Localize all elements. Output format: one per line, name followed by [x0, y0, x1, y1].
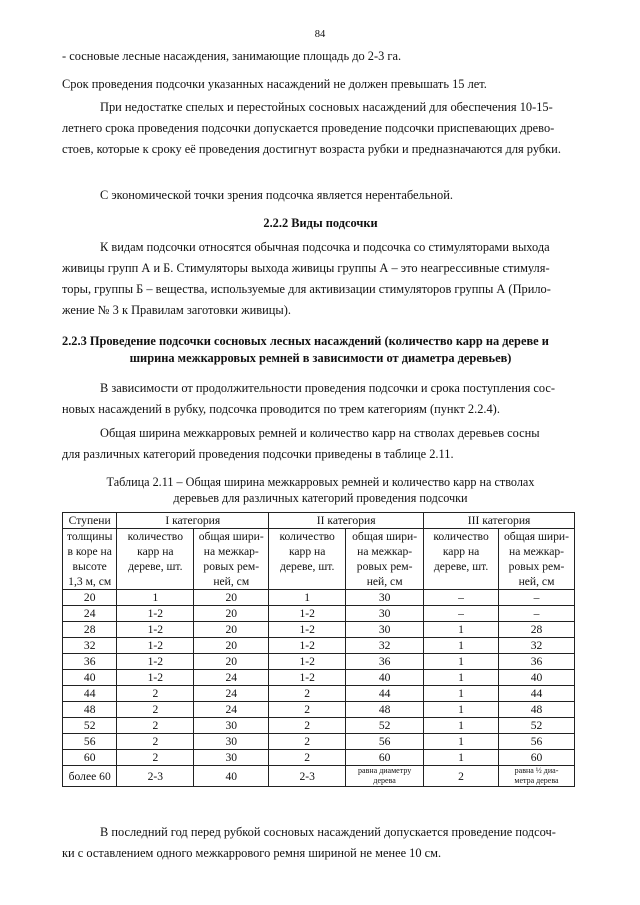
table-cell: 1 — [424, 734, 499, 750]
table-cell: 1 — [424, 718, 499, 734]
table-cell: – — [424, 590, 499, 606]
table-cell: 24 — [194, 702, 269, 718]
caption-line: деревьев для различных категорий проведения подсочки — [173, 491, 468, 505]
table-row — [63, 686, 575, 702]
caption-line: Таблица 2.11 – Общая ширина межкарровых ремней и количество карр на стволах — [106, 475, 535, 489]
cell-line: метра дерева — [514, 776, 559, 785]
header-line: карр на — [442, 545, 480, 558]
paragraph-5 — [62, 237, 579, 321]
table-body — [63, 513, 575, 787]
table-cell: 1-2 — [269, 606, 346, 622]
width-header — [194, 529, 269, 590]
table-cell: 60 — [499, 750, 575, 766]
table-cell: 36 — [63, 654, 117, 670]
table-cell: 20 — [194, 606, 269, 622]
table-cell: 1-2 — [117, 654, 194, 670]
table-cell: 1-2 — [117, 638, 194, 654]
table-cell: 1 — [424, 654, 499, 670]
text-line: стоев, которые к сроку её проведения достигнут возраста рубки и предназначаются для рубки. — [62, 142, 561, 156]
table-cell: 1-2 — [117, 622, 194, 638]
header-line: карр на — [288, 545, 326, 558]
header-line: дереве, шт. — [128, 560, 183, 573]
table-row — [63, 718, 575, 734]
table-row — [63, 638, 575, 654]
table-cell: 2 — [117, 718, 194, 734]
category-header: I категория — [117, 513, 269, 529]
header-line: количество — [433, 530, 489, 543]
table-cell: 56 — [63, 734, 117, 750]
text-line: ширина межкарровых ремней в зависимости от диаметра деревьев) — [129, 351, 512, 365]
table-cell: 40 — [499, 670, 575, 686]
table-cell: 2 — [269, 702, 346, 718]
section-heading-2-2-3 — [62, 333, 579, 367]
table-cell: 1 — [424, 638, 499, 654]
table-cell: 52 — [499, 718, 575, 734]
table-cell: 24 — [194, 686, 269, 702]
table-cell: 2 — [269, 750, 346, 766]
table-cell: 28 — [63, 622, 117, 638]
table-cell: – — [424, 606, 499, 622]
table-row — [63, 670, 575, 686]
table-cell: 56 — [499, 734, 575, 750]
text-line: При недостатке спелых и перестойных сосновых насаждений для обеспечения 10-15- — [100, 100, 553, 114]
text-line: В последний год перед рубкой сосновых насаждений допускается проведение подсоч- — [100, 825, 556, 839]
table-cell: 40 — [194, 766, 269, 787]
page-number: 84 — [314, 29, 326, 40]
table-cell: 28 — [499, 622, 575, 638]
table-cell: – — [499, 590, 575, 606]
header-cell — [63, 529, 117, 590]
table-cell: 36 — [346, 654, 424, 670]
table-cell: 30 — [346, 622, 424, 638]
header-line: на межкар- — [509, 545, 565, 558]
table-cell: 1 — [117, 590, 194, 606]
width-header — [499, 529, 575, 590]
count-header — [269, 529, 346, 590]
header-line: дереве, шт. — [433, 560, 489, 573]
table-cell: 2-3 — [269, 766, 346, 787]
table-cell: 52 — [346, 718, 424, 734]
table-row — [63, 702, 575, 718]
header-line: количество — [127, 530, 184, 543]
paragraph-4 — [62, 185, 579, 206]
table-cell: 2 — [117, 734, 194, 750]
table-cell: 2-3 — [117, 766, 194, 787]
table-row — [63, 654, 575, 670]
category-header: II категория — [269, 513, 424, 529]
table-row — [63, 622, 575, 638]
table-cell: 20 — [63, 590, 117, 606]
table-cell: 20 — [194, 654, 269, 670]
table-cell: 32 — [499, 638, 575, 654]
table-cell: 60 — [346, 750, 424, 766]
text-line: В зависимости от продолжительности проведения подсочки и срока поступления сос- — [100, 381, 556, 395]
table-cell: 36 — [499, 654, 575, 670]
table-cell: 2 — [117, 686, 194, 702]
header-line: толщины — [66, 530, 113, 543]
table-cell: 1-2 — [269, 622, 346, 638]
table-cell: 1-2 — [269, 670, 346, 686]
count-header — [424, 529, 499, 590]
table-cell — [346, 766, 424, 787]
header-line: общая шири- — [504, 530, 569, 543]
table-subheader-row — [63, 529, 575, 590]
table-cell: 2 — [269, 718, 346, 734]
table-cell: 1-2 — [117, 606, 194, 622]
paragraph-1: - сосновые лесные насаждения, занимающие площадь до 2-3 га. — [62, 49, 402, 63]
table-row — [63, 606, 575, 622]
text-line: торы, группы Б – вещества, используемые для активизации стимуляторов группы А (Прило- — [62, 282, 551, 296]
table-cell: 56 — [346, 734, 424, 750]
table-cell: более 60 — [63, 766, 117, 787]
header-line: на межкар- — [203, 545, 259, 558]
table-cell: 44 — [346, 686, 424, 702]
table-cell: 1 — [424, 750, 499, 766]
table-cell: 2 — [117, 750, 194, 766]
table-cell: 32 — [63, 638, 117, 654]
table-cell: 30 — [346, 606, 424, 622]
table-cell: 2 — [269, 686, 346, 702]
table-cell: 1-2 — [117, 670, 194, 686]
table-row — [63, 590, 575, 606]
cell-line: равна диаметру — [358, 766, 412, 775]
table-cell: 44 — [63, 686, 117, 702]
header-line: 1,3 м, см — [68, 575, 112, 588]
table-cell: 52 — [63, 718, 117, 734]
header-line: общая шири- — [352, 530, 418, 543]
width-header — [346, 529, 424, 590]
table-cell: 24 — [63, 606, 117, 622]
table-cell: 48 — [346, 702, 424, 718]
text-line: 2.2.3 Проведение подсочки сосновых лесных насаждений (количество карр на дереве и — [62, 334, 549, 348]
category-header: III категория — [424, 513, 575, 529]
count-header — [117, 529, 194, 590]
header-line: в коре на — [67, 545, 112, 558]
table-cell — [499, 766, 575, 787]
table-cell: 2 — [424, 766, 499, 787]
table-cell: 1-2 — [269, 638, 346, 654]
table-cell: 1-2 — [269, 654, 346, 670]
header-line: ровых рем- — [508, 560, 565, 573]
table-cell: 32 — [346, 638, 424, 654]
table-cell: 60 — [63, 750, 117, 766]
table-cell: 44 — [499, 686, 575, 702]
table-cell: 2 — [269, 734, 346, 750]
table-row — [63, 734, 575, 750]
paragraph-8 — [62, 822, 579, 864]
table-cell: 1 — [269, 590, 346, 606]
text-line: К видам подсочки относятся обычная подсочка и подсочка со стимуляторами выхода — [100, 240, 550, 254]
header-line: ровых рем- — [203, 560, 260, 573]
table-cell: 2 — [117, 702, 194, 718]
table-cell: 30 — [194, 718, 269, 734]
text-line: ки с оставлением одного межкаррового ремня шириной не менее 10 см. — [62, 846, 442, 860]
table-cell: 24 — [194, 670, 269, 686]
header-line: ровых рем- — [356, 560, 413, 573]
text-line: новых насаждений в рубку, подсочка проводится по трем категориям (пункт 2.2.4). — [62, 402, 500, 416]
header-line: ней, см — [366, 575, 403, 588]
header-line: дереве, шт. — [279, 560, 335, 573]
table-cell: 30 — [346, 590, 424, 606]
table-row-last — [63, 766, 575, 787]
header-cell: Ступени — [63, 513, 117, 529]
text-line: Общая ширина межкарровых ремней и количество карр на стволах деревьев сосны — [100, 426, 540, 440]
table-cell: 20 — [194, 590, 269, 606]
table-cell: 30 — [194, 734, 269, 750]
data-table — [62, 512, 575, 787]
table-header-row — [63, 513, 575, 529]
text-line: для различных категорий проведения подсочки приведены в таблице 2.11. — [62, 447, 454, 461]
table-cell: 1 — [424, 702, 499, 718]
header-line: количество — [279, 530, 335, 543]
header-line: высоте — [72, 560, 107, 573]
text-line: живицы групп А и Б. Стимуляторы выхода живицы группы А – это неагрессивные стимуля- — [62, 261, 550, 275]
table-cell: 1 — [424, 670, 499, 686]
table-caption — [62, 474, 579, 506]
table-cell: 48 — [499, 702, 575, 718]
table-cell: 1 — [424, 686, 499, 702]
table-row — [63, 750, 575, 766]
table-cell: 1 — [424, 622, 499, 638]
paragraph-7 — [62, 423, 579, 465]
header-line: ней, см — [213, 575, 250, 588]
paragraph-3 — [62, 97, 579, 160]
text-line: жение № 3 к Правилам заготовки живицы). — [62, 303, 291, 317]
text-line: летнего срока проведения подсочки допускается проведение подсочки приспевающих древо- — [62, 121, 555, 135]
section-heading-2-2-2: 2.2.2 Виды подсочки — [263, 216, 378, 230]
table-cell: 40 — [63, 670, 117, 686]
paragraph-2: Срок проведения подсочки указанных насаждений не должен превышать 15 лет. — [62, 77, 487, 91]
cell-line: равна ½ диа- — [514, 766, 559, 775]
cell-line: дерева — [373, 776, 396, 785]
table-cell: – — [499, 606, 575, 622]
paragraph-6 — [62, 378, 579, 420]
text-line: С экономической точки зрения подсочка является нерентабельной. — [100, 188, 453, 202]
table-cell: 20 — [194, 638, 269, 654]
header-line: ней, см — [518, 575, 555, 588]
table-cell: 30 — [194, 750, 269, 766]
table-cell: 40 — [346, 670, 424, 686]
header-line: карр на — [137, 545, 174, 558]
table-cell: 20 — [194, 622, 269, 638]
table-cell: 48 — [63, 702, 117, 718]
header-line: общая шири- — [198, 530, 264, 543]
header-line: на межкар- — [357, 545, 413, 558]
